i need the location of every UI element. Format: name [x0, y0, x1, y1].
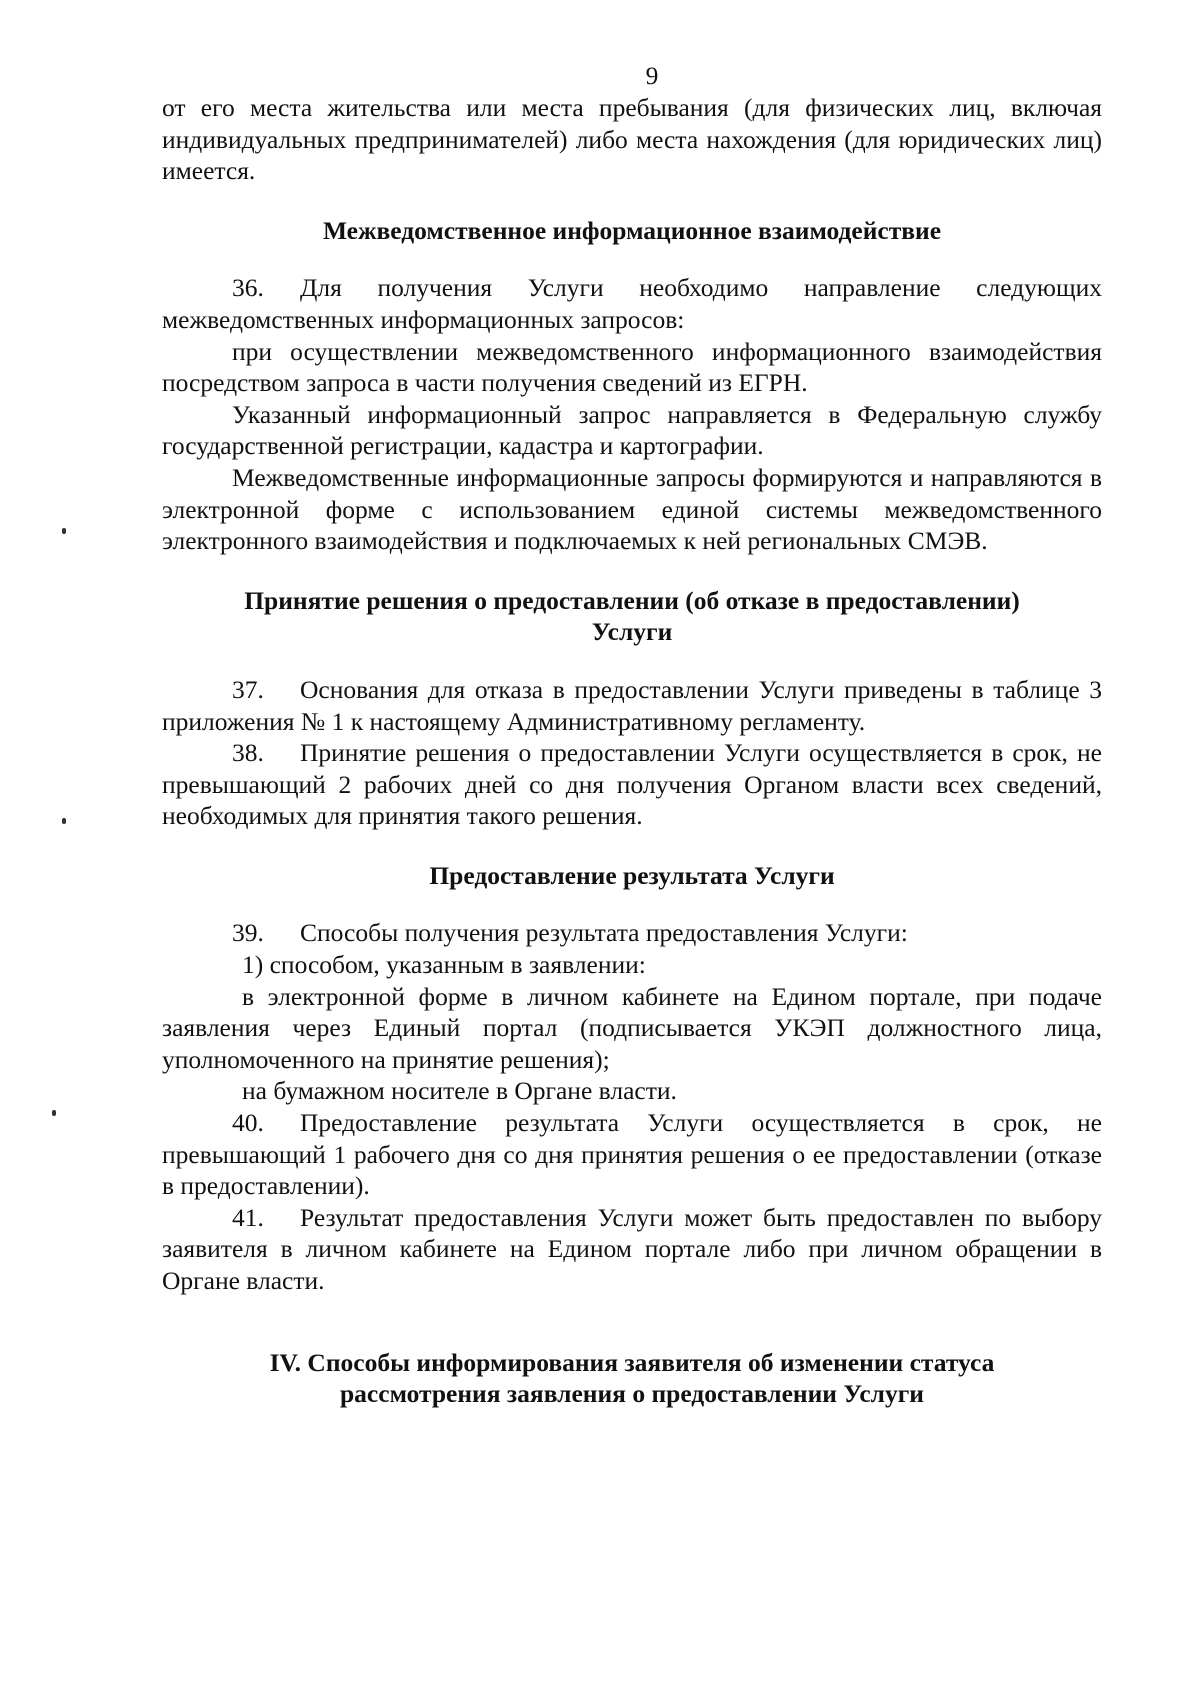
- heading-section-iv-line1: IV. Способы информирования заявителя об изменении статуса: [269, 1347, 995, 1377]
- heading-interagency: Межведомственное информационное взаимодействие: [322, 215, 942, 245]
- heading-section-iv-line2: рассмотрения заявления о предоставлении Услуги: [340, 1379, 924, 1409]
- paragraph-37-number: 37.: [232, 674, 264, 704]
- page-number: 9: [645, 61, 659, 90]
- paragraph-36-sub2: Указанный информационный запрос направляется в Федеральную службу государственной регистрации, кадастра и картографии.: [162, 399, 1102, 461]
- paragraph-37-text: Основания для отказа в предоставлении Услуги приведены в таблице 3 приложения № 1 к настоящему Административному регламенту.: [162, 674, 1102, 736]
- paragraph-39-text: Способы получения результата предоставления Услуги:: [300, 918, 908, 948]
- heading-decision-line1: Принятие решения о предоставлении (об отказе в предоставлении): [244, 585, 1020, 615]
- paragraph-40-text: Предоставление результата Услуги осуществляется в срок, не превышающий 1 рабочего дня со дня принятия решения о ее предоставлении (отказе в предоставлении).: [162, 1108, 1102, 1201]
- heading-result: Предоставление результата Услуги: [429, 860, 835, 890]
- paragraph-36-sub3: Межведомственные информационные запросы формируются и направляются в электронной форме с использованием единой системы межведомственного электронного взаимодействия и подключаемых к ней региональных СМЭВ.: [162, 462, 1102, 556]
- paragraph-40: [162, 1107, 1102, 1202]
- paragraph-41-text: Результат предоставления Услуги может быть предоставлен по выбору заявителя в личном кабинете на Едином портале либо при личном обращении в Органе власти.: [162, 1202, 1102, 1295]
- paragraph-38-text: Принятие решения о предоставлении Услуги осуществляется в срок, не превышающий 2 рабочих дней со дня получения Органом власти всех сведений, необходимых для принятия такого решения.: [162, 738, 1102, 831]
- scan-speck: [62, 528, 66, 534]
- paragraph-38: [162, 737, 1102, 832]
- paragraph-39-sub1: 1) способом, указанным в заявлении:: [242, 950, 646, 980]
- paragraph-41-number: 41.: [232, 1202, 264, 1232]
- paragraph-36-text: Для получения Услуги необходимо направление следующих межведомственных информационных запросов:: [162, 273, 1102, 334]
- intro-paragraph: от его места жительства или места пребывания (для физических лиц, включая индивидуальных предпринимателей) либо места нахождения (для юридических лиц) имеется.: [162, 93, 1102, 186]
- paragraph-39-sub3: на бумажном носителе в Органе власти.: [242, 1076, 677, 1106]
- paragraph-36-sub1: при осуществлении межведомственного информационного взаимодействия посредством запроса в части получения сведений из ЕГРН.: [162, 336, 1102, 398]
- paragraph-41: [162, 1202, 1102, 1297]
- scan-speck: [62, 818, 66, 824]
- heading-decision-line2: Услуги: [591, 617, 673, 647]
- paragraph-37: [162, 674, 1102, 737]
- paragraph-40-number: 40.: [232, 1108, 264, 1138]
- paragraph-36-number: 36.: [232, 273, 264, 303]
- document-page: [162, 60, 1102, 1410]
- paragraph-39-sub2: в электронной форме в личном кабинете на Едином портале, при подаче заявления через Единый портал (подписывается УКЭП должностного лица, уполномоченного на принятие решения);: [162, 981, 1102, 1074]
- paragraph-39: [162, 917, 1102, 949]
- paragraph-36: [162, 272, 1102, 335]
- paragraph-38-number: 38.: [232, 738, 264, 768]
- paragraph-39-number: 39.: [232, 918, 264, 948]
- scan-speck: [52, 1110, 56, 1116]
